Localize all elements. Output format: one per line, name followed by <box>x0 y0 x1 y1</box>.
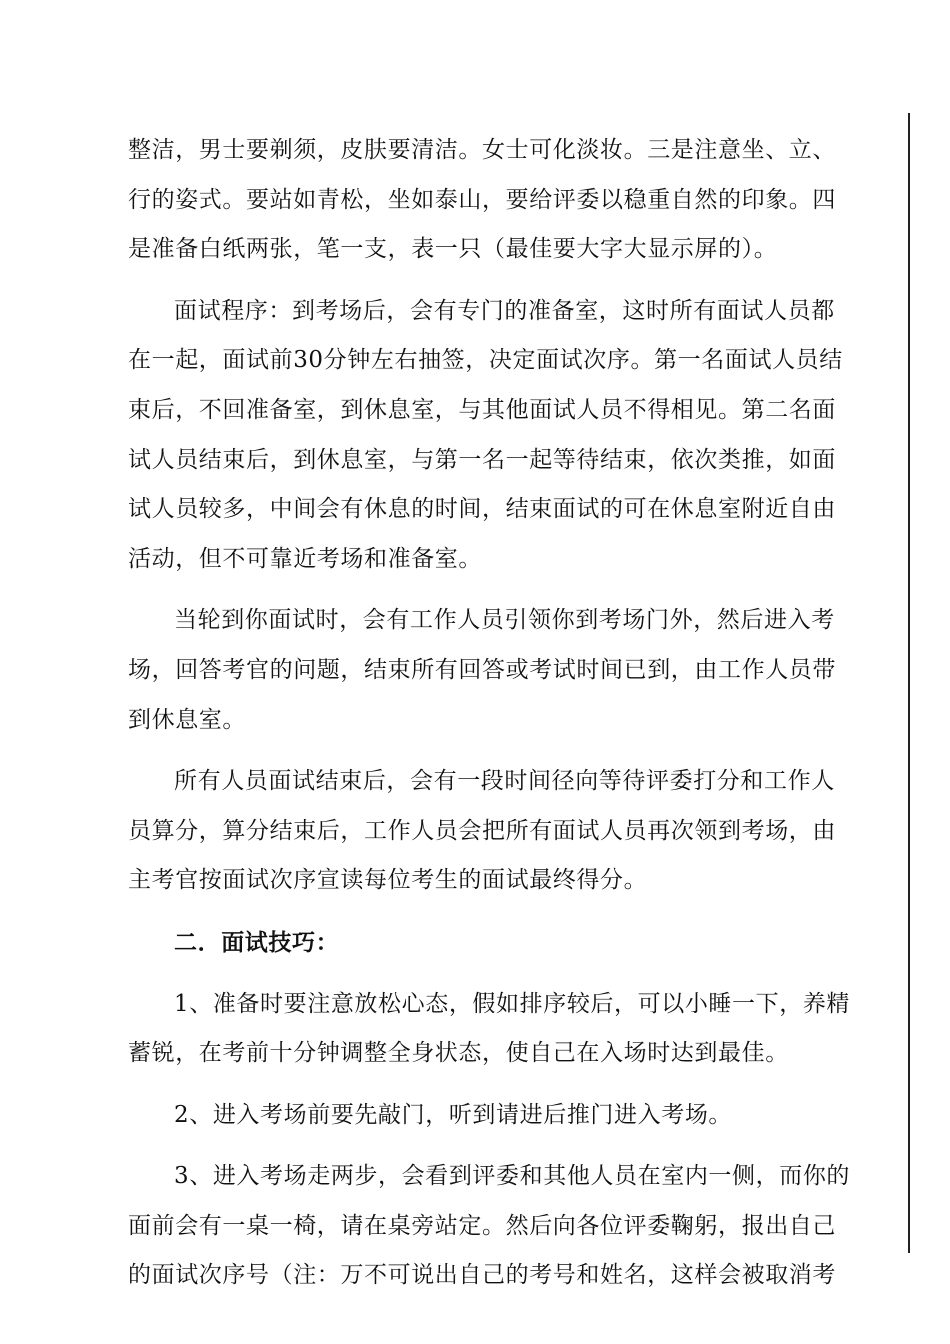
paragraph-gap <box>128 584 844 596</box>
text-line: 整洁，男士要剃须，皮肤要清洁。女士可化淡妆。三是注意坐、立、 <box>128 137 836 163</box>
text-line: 主考官按面试次序宣读每位考生的面试最终得分。 <box>128 867 648 894</box>
paragraph-first-line: 当轮到你面试时，会有工作人员引领你到考场门外，然后进入考 <box>174 607 835 634</box>
text-line: 场，回答考官的问题，结束所有回答或考试时间已到，由工作人员带 <box>128 656 836 683</box>
section-heading: 二．面试技巧： <box>174 928 340 956</box>
paragraph-gap <box>128 1140 844 1152</box>
paragraph-first-line: 2、进入考场前要先敲门，听到请进后推门进入考场。 <box>174 1101 733 1128</box>
text-line: 蓄锐，在考前十分钟调整全身状态，使自己在入场时达到最佳。 <box>128 1040 789 1067</box>
paragraph-first-line: 3、进入考场走两步，会看到评委和其他人员在室内一侧，而你的 <box>174 1163 851 1190</box>
text-line: 在一起，面试前30分钟左右抽签，决定面试次序。第一名面试人员结 <box>128 347 843 374</box>
paragraph-first-line: 1、准备时要注意放松心态，假如排序较后，可以小睡一下，养精 <box>174 990 851 1017</box>
paragraph-gap <box>128 745 844 757</box>
text-line: 束后，不回准备室，到休息室，与其他面试人员不得相见。第二名面 <box>128 396 836 423</box>
text-line: 试人员结束后，到休息室，与第一名一起等待结束，依次类推，如面 <box>128 446 836 473</box>
text-line: 员算分，算分结束后，工作人员会把所有面试人员再次领到考场，由 <box>128 817 836 844</box>
paragraph-gap <box>128 968 844 980</box>
paragraph-gap <box>128 906 844 918</box>
text-line: 的面试次序号（注：万不可说出自己的考号和姓名，这样会被取消考 <box>128 1262 836 1289</box>
document-body <box>128 126 851 1301</box>
paragraph-first-line: 所有人员面试结束后，会有一段时间径向等待评委打分和工作人 <box>174 768 835 795</box>
text-line: 到休息室。 <box>128 706 246 733</box>
text-line: 活动，但不可靠近考场和准备室。 <box>128 545 482 572</box>
paragraph-gap <box>128 1079 844 1091</box>
margin-rule <box>908 113 910 1253</box>
text-line: 是准备白纸两张，笔一支，表一只（最佳要大字大显示屏的）。 <box>128 236 778 263</box>
text-line: 面前会有一桌一椅，请在桌旁站定。然后向各位评委鞠躬，报出自己 <box>128 1212 836 1239</box>
paragraph-gap <box>128 275 844 287</box>
text-line: 行的姿式。要站如青松，坐如泰山，要给评委以稳重自然的印象。四 <box>128 186 836 213</box>
text-line: 试人员较多，中间会有休息的时间，结束面试的可在休息室附近自由 <box>128 496 836 523</box>
paragraph-first-line: 面试程序：到考场后，会有专门的准备室，这时所有面试人员都 <box>174 297 835 324</box>
